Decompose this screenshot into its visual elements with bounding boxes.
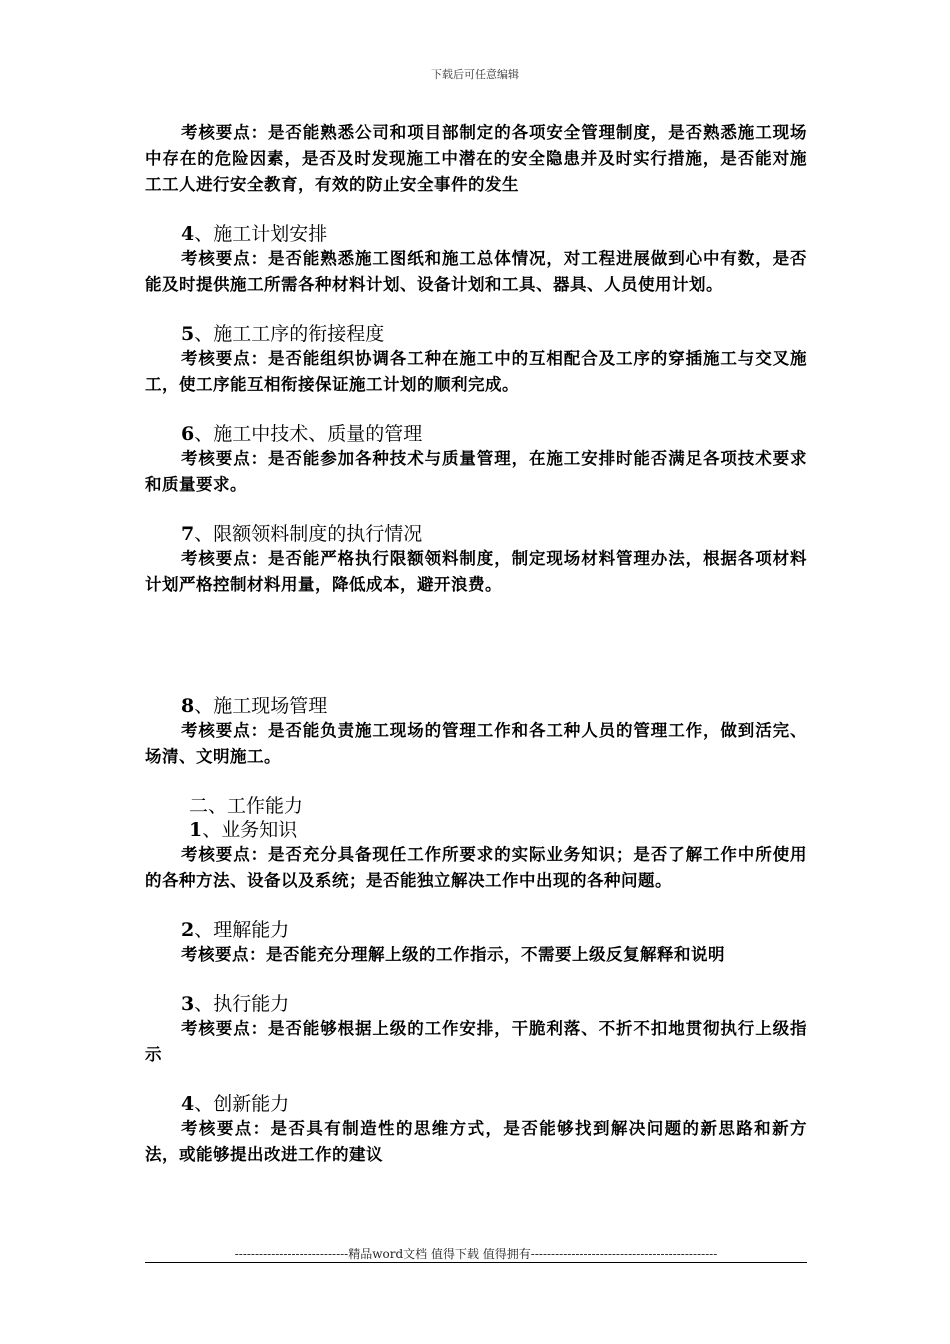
item-5-text: 考核要点：是否能组织协调各工种在施工中的互相配合及工序的穿插施工与交叉施工，使工序能互相衔接保证施工计划的顺利完成。 — [145, 349, 807, 394]
item-4-title: 、施工计划安排 — [194, 223, 328, 245]
intro-paragraph: 考核要点：是否能熟悉公司和项目部制定的各项安全管理制度，是否熟悉施工现场中存在的危险因素，是否及时发现施工中潜在的安全隐患并及时实行措施，是否能对施工工人进行安全教育，有效的防止安全事件的发生 — [145, 123, 807, 194]
footer-divider — [145, 1262, 807, 1263]
item-8-number: 8 — [181, 695, 195, 717]
page-footer: ----------------------------精品word文档 值得下载 值得拥有---------------------------------------------- — [234, 1247, 718, 1261]
ability-3-number: 3 — [181, 993, 195, 1015]
page-header: 下载后可任意编辑 — [431, 68, 519, 81]
item-7-text: 考核要点：是否能严格执行限额领料制度，制定现场材料管理办法，根据各项材料计划严格控制材料用量，降低成本，避开浪费。 — [145, 549, 807, 594]
item-5-heading — [145, 322, 807, 346]
item-6-heading — [145, 422, 807, 446]
item-8-heading — [145, 694, 807, 718]
item-4-heading — [145, 222, 807, 246]
item-4-text: 考核要点：是否能熟悉施工图纸和施工总体情况，对工程进展做到心中有数，是否能及时提供施工所需各种材料计划、设备计划和工具、器具、人员使用计划。 — [145, 249, 807, 294]
ability-3-title: 、执行能力 — [194, 993, 290, 1015]
item-8-text: 考核要点：是否能负责施工现场的管理工作和各工种人员的管理工作，做到活完、场清、文明施工。 — [145, 721, 807, 766]
item-7-heading — [145, 522, 807, 546]
ability-1-heading — [145, 818, 807, 842]
ability-2-text: 考核要点：是否能充分理解上级的工作指示，不需要上级反复解释和说明 — [181, 945, 725, 964]
item-5-number: 5 — [181, 323, 195, 345]
ability-3-heading — [145, 992, 807, 1016]
ability-4-number: 4 — [181, 1093, 195, 1115]
ability-2-heading — [145, 918, 807, 942]
ability-2-title: 、理解能力 — [194, 919, 290, 941]
item-5-title: 、施工工序的衔接程度 — [194, 323, 385, 345]
ability-3-text: 考核要点：是否能够根据上级的工作安排，干脆利落、不折不扣地贯彻执行上级指示 — [145, 1019, 807, 1064]
ability-1-title: 、业务知识 — [202, 819, 298, 841]
item-6-number: 6 — [181, 423, 195, 445]
section-2-title: 二、工作能力 — [189, 795, 304, 817]
item-7-title: 、限额领料制度的执行情况 — [194, 523, 423, 545]
ability-1-number: 1 — [189, 819, 203, 841]
item-8-title: 、施工现场管理 — [194, 695, 328, 717]
ability-4-title: 、创新能力 — [194, 1093, 290, 1115]
ability-4-heading — [145, 1092, 807, 1116]
ability-4-text: 考核要点：是否具有制造性的思维方式，是否能够找到解决问题的新思路和新方法，或能够提出改进工作的建议 — [145, 1119, 807, 1164]
ability-1-text: 考核要点：是否充分具备现任工作所要求的实际业务知识；是否了解工作中所使用的各种方法、设备以及系统；是否能独立解决工作中出现的各种问题。 — [145, 845, 807, 890]
document-body — [145, 120, 807, 1168]
item-6-title: 、施工中技术、质量的管理 — [194, 423, 423, 445]
item-6-text: 考核要点：是否能参加各种技术与质量管理，在施工安排时能否满足各项技术要求和质量要求。 — [145, 449, 807, 494]
item-7-number: 7 — [181, 523, 195, 545]
ability-2-number: 2 — [181, 919, 195, 941]
item-4-number: 4 — [181, 223, 195, 245]
